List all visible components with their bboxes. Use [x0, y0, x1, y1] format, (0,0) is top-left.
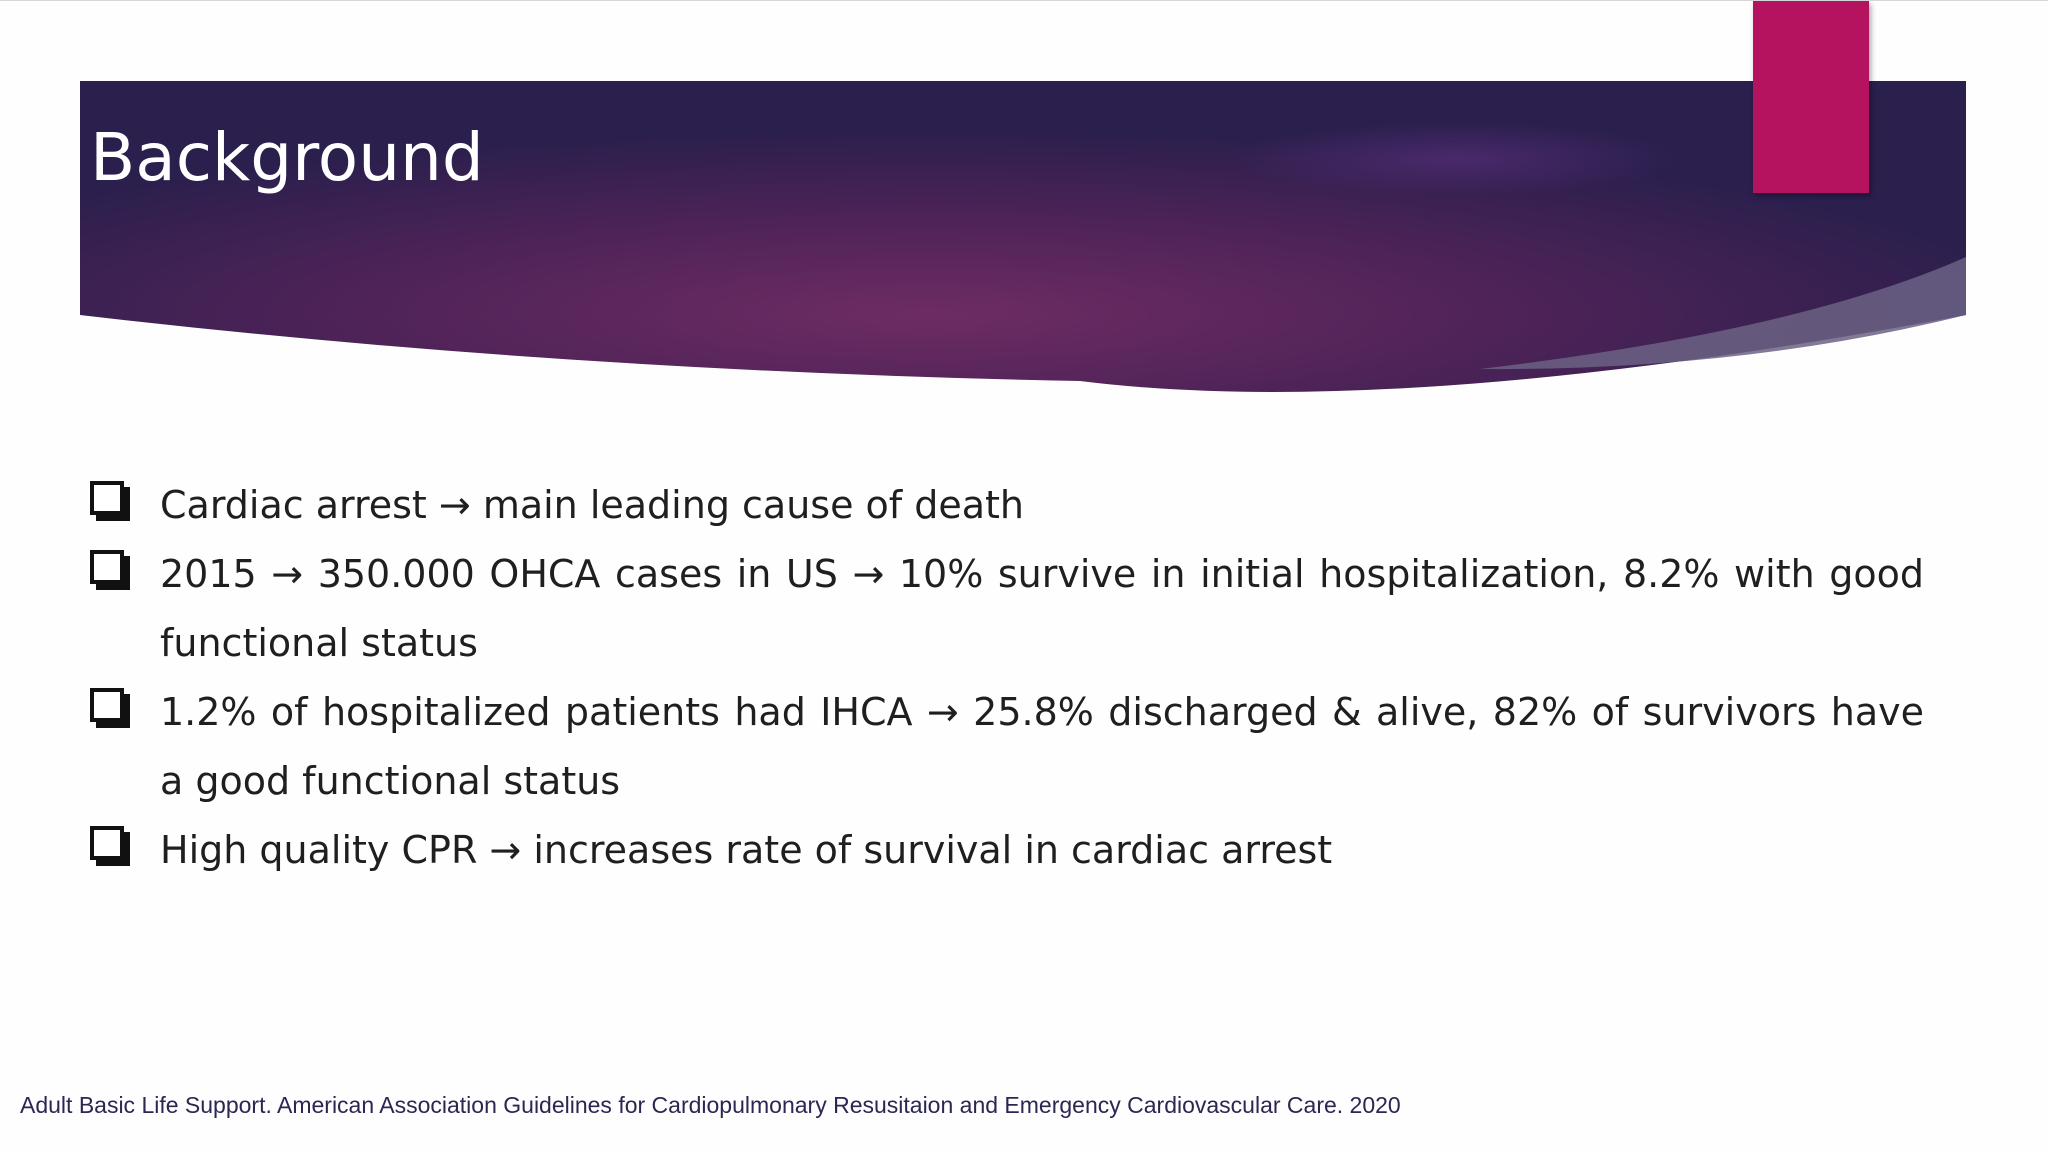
bullet-text: 1.2% of hospitalized patients had IHCA → 25.8% discharged & alive, 82% of survivors have a good functional status [160, 690, 1924, 803]
title-banner [0, 1, 2048, 401]
bullet-item [86, 471, 1924, 540]
bullet-item [86, 816, 1924, 885]
checkbox-square-icon [90, 550, 124, 584]
slide-title: Background [90, 119, 484, 196]
bullet-text: Cardiac arrest → main leading cause of death [160, 483, 1025, 527]
accent-tab [1753, 1, 1869, 193]
bullet-text: High quality CPR → increases rate of survival in cardiac arrest [160, 828, 1333, 872]
citation-footer: Adult Basic Life Support. American Association Guidelines for Cardiopulmonary Resusitaion and Emergency Cardiovascular Care. 2020 [20, 1092, 1401, 1118]
checkbox-square-icon [90, 481, 124, 515]
bullet-text: 2015 → 350.000 OHCA cases in US → 10% survive in initial hospitalization, 8.2% with good functional status [160, 552, 1924, 665]
checkbox-square-icon [90, 688, 124, 722]
checkbox-square-icon [90, 826, 124, 860]
bullet-item [86, 540, 1924, 678]
bullet-list [86, 471, 1924, 885]
bullet-item [86, 678, 1924, 816]
